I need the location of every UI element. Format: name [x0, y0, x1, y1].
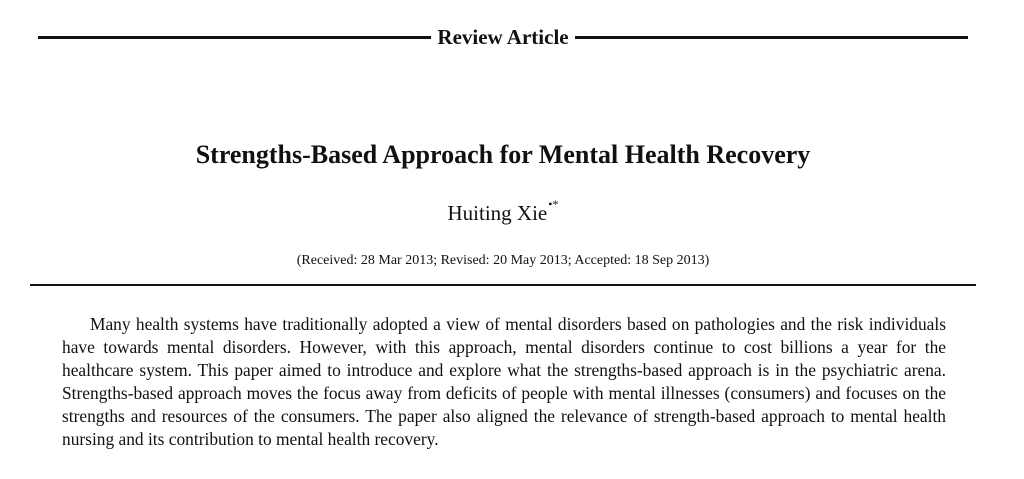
article-title: Strengths-Based Approach for Mental Health Recovery: [195, 140, 811, 169]
section-header: [38, 22, 968, 52]
publication-dates: (Received: 28 Mar 2013; Revised: 20 May 2013; Accepted: 18 Sep 2013): [296, 253, 710, 268]
abstract-paragraph: Many health systems have traditionally adopted a view of mental disorders based on pathologies and the risk individuals have towards mental disorders. However, with this approach, mental disorders continue to cost billions a year for the healthcare system. This paper aimed to introduce and explore what the strengths-based approach is in the psychiatric arena. Strengths-based approach moves the focus away from deficits of people with mental illnesses (consumers) and focuses on the strengths and resources of the consumers. The paper also aligned the relevance of strength-based approach to mental health nursing and its contribution to mental health recovery.: [62, 314, 946, 449]
header-rule-right: [575, 36, 968, 39]
header-divider: [30, 284, 976, 286]
author-affiliation-marks: •*: [548, 197, 559, 211]
section-label: Review Article: [437, 24, 569, 49]
author-line: [0, 197, 1006, 226]
author-name: Huiting Xie: [447, 201, 548, 225]
header-rule-left: [38, 36, 431, 39]
